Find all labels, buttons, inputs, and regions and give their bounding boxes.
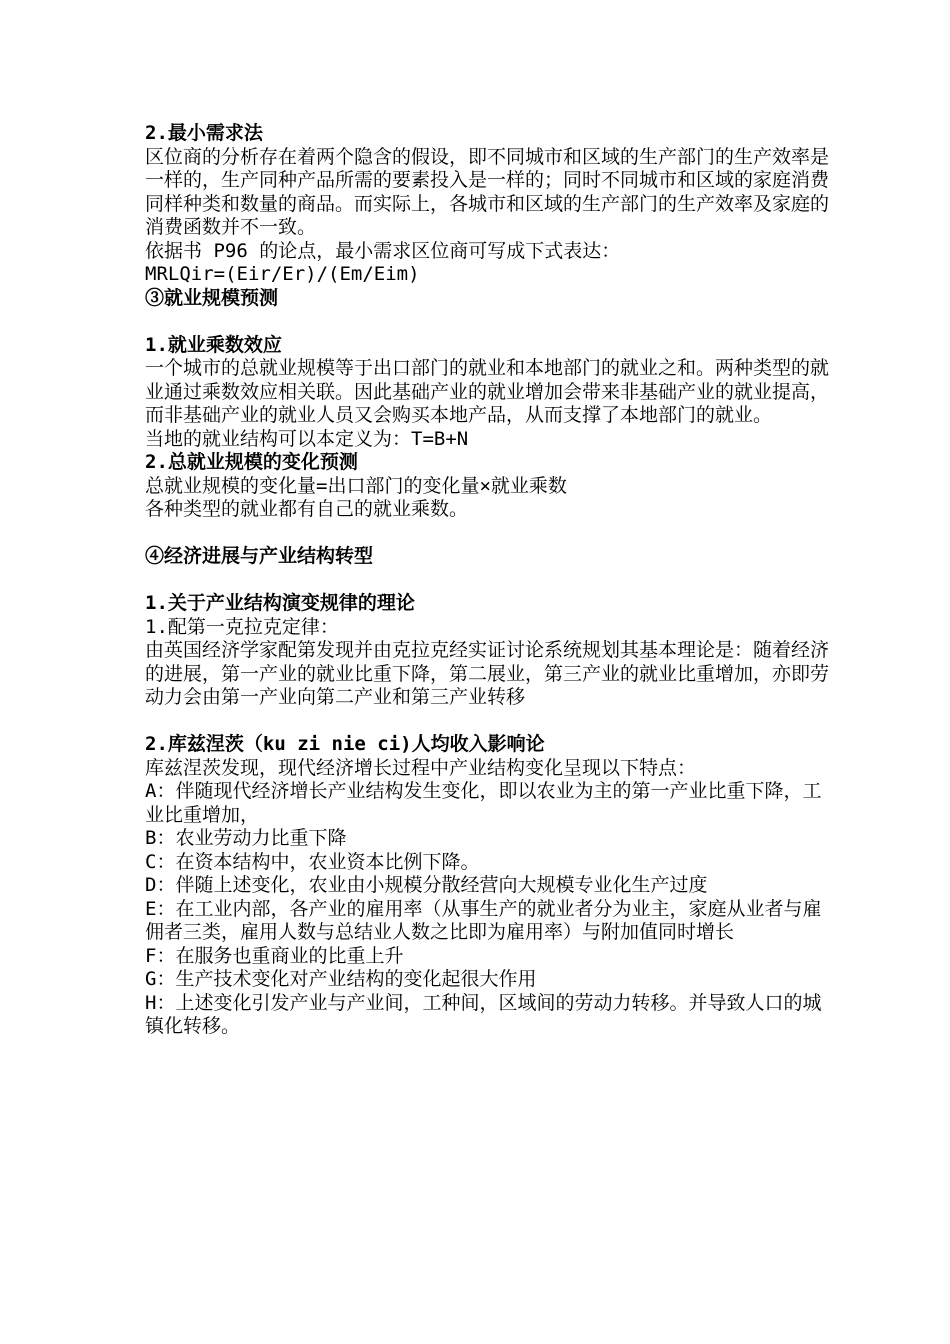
list-item-d: D：伴随上述变化，农业由小规模分散经营向大规模专业化生产过度 bbox=[145, 874, 708, 896]
paragraph-kuznets-intro: 库兹涅茨发现，现代经济增长过程中产业结构变化呈现以下特点： bbox=[145, 756, 697, 779]
formula-mrlq: MRLQir=(Eir/Er)/(Em/Eim) bbox=[145, 263, 420, 285]
paragraph-multiplier-types: 各种类型的就业都有自己的就业乘数。 bbox=[145, 498, 469, 520]
paragraph-mrlq-intro: 依据书 P96 的论点，最小需求区位商可写成下式表达： bbox=[145, 239, 621, 262]
heading-minimum-requirement-method: 2.最小需求法 bbox=[145, 122, 263, 144]
blank-line bbox=[145, 310, 835, 334]
formula-employment-structure: 当地的就业结构可以本定义为：T=B+N bbox=[145, 427, 469, 450]
paragraph-employment-multiplier: 一个城市的总就业规模等于出口部门的就业和本地部门的就业之和。两种类型的就业通过乘数效应相关联。因此基础产业的就业增加会带来非基础产业的就业提高，而非基础产业的就业人员又会购买本地产品，从而支撑了本地部门的就业。 bbox=[145, 357, 830, 426]
heading-total-employment-change: 2.总就业规模的变化预测 bbox=[145, 451, 358, 473]
list-item-f: F：在服务也重商业的比重上升 bbox=[145, 944, 404, 967]
heading-industrial-structure-theory: 1.关于产业结构演变规律的理论 bbox=[145, 592, 415, 614]
blank-line bbox=[145, 710, 835, 734]
list-item-g: G：生产技术变化对产业结构的变化起很大作用 bbox=[145, 968, 537, 990]
list-item-b: B：农业劳动力比重下降 bbox=[145, 827, 347, 849]
heading-economic-development: ④经济进展与产业结构转型 bbox=[145, 545, 374, 567]
document-page bbox=[145, 122, 835, 1039]
subheading-petty-clark-law: 1.配第一克拉克定律： bbox=[145, 615, 339, 638]
heading-employment-forecast: ③就业规模预测 bbox=[145, 286, 279, 309]
formula-employment-change: 总就业规模的变化量=出口部门的变化量×就业乘数 bbox=[145, 474, 567, 497]
heading-kuznets-theory: 2.库兹涅茨（ku zi nie ci)人均收入影响论 bbox=[145, 733, 545, 755]
list-item-c: C：在资本结构中，农业资本比例下降。 bbox=[145, 850, 480, 873]
list-item-e: E：在工业内部，各产业的雇用率（从事生产的就业者分为业主，家庭从业者与雇佣者三类，雇用人数与总结业人数之比即为雇用率）与附加值同时增长 bbox=[145, 897, 822, 943]
list-item-h: H：上述变化引发产业与产业间，工种间，区域间的劳动力转移。并导致人口的城镇化转移。 bbox=[145, 991, 822, 1037]
paragraph-location-quotient-assumptions: 区位商的分析存在着两个隐含的假设，即不同城市和区域的生产部门的生产效率是一样的，生产同种产品所需的要素投入是一样的；同时不同城市和区域的家庭消费同样种类和数量的商品。而实际上，各城市和区域的生产部门的生产效率及家庭的消费函数并不一致。 bbox=[145, 145, 830, 238]
blank-line bbox=[145, 569, 835, 593]
heading-employment-multiplier: 1.就业乘数效应 bbox=[145, 333, 282, 356]
paragraph-petty-clark-law: 由英国经济学家配第发现并由克拉克经实证讨论系统规划其基本理论是：随着经济的进展，第一产业的就业比重下降，第二展业，第三产业的就业比重增加，亦即劳动力会由第一产业向第二产业和第三产业转移 bbox=[145, 639, 830, 708]
blank-line bbox=[145, 522, 835, 546]
list-item-a: A：伴随现代经济增长产业结构发生变化，即以农业为主的第一产业比重下降，工业比重增加， bbox=[145, 780, 822, 826]
